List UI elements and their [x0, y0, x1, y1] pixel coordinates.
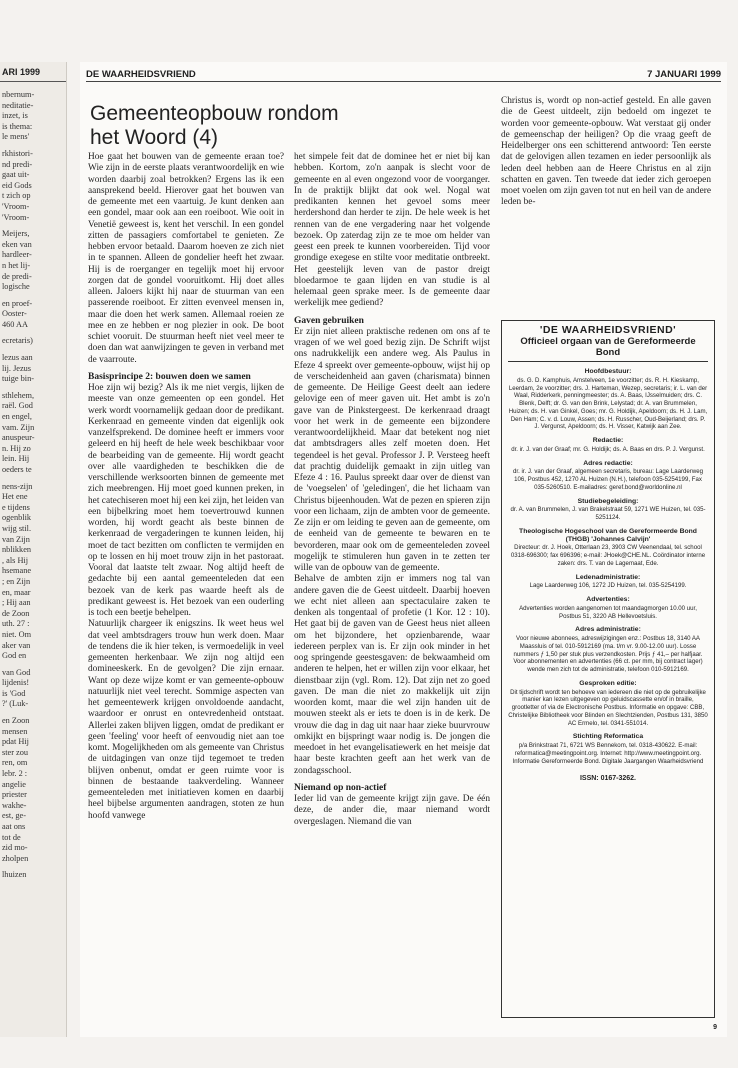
- magazine-page: [80, 62, 727, 1037]
- prev-fragment: en proef- Ooster- 460 AA: [2, 298, 33, 329]
- colophon-section-body: dr. ir. J. van der Graaf; mr. G. Holdijk; ds. A. Baas en drs. P. J. Vergunst.: [511, 445, 705, 453]
- article-column-3: [501, 96, 711, 209]
- colophon-section: [502, 528, 714, 568]
- prev-page-text: [0, 82, 66, 881]
- colophon-section: [502, 680, 714, 728]
- article-column-1: [88, 152, 284, 822]
- colophon-box: [501, 320, 715, 1018]
- paragraph: het simpele feit dat de dominee het er niet bij kan hebben. Kortom, zo'n aanpak is slecht voor de gemeente en al even ongezond voor de voorganger. In de praktijk blijkt dat ook wel. Nogal wat predikanten kennen het gevoel soms meer herdershond dan herder te zijn. De hele week is het rennen van de ene vergadering naar het volgende bezoek. Op zaterdag zijn ze te moe om helder van geest een preek te kunnen voorbereiden. Tijd voor grondige exegese en stilte voor meditatie ontbreekt. Het geestelijk leven van de pastor dreigt bloedarmoe te gaan lijden en van studie is al helemaal geen sprake meer. Is de gemeente daar werkelijk mee gediend?: [294, 152, 490, 309]
- prev-fragment: nens-zijn Het ene e tijdens ogenblik wijg stil. van Zijn nblikken , als Hij hsemane ; en Zijn en, maar ; Hij aan de Zoon uth. 27 : niet. Om aker van God en: [2, 481, 33, 661]
- previous-page-edge: [0, 62, 67, 1037]
- publication-name: DE WAARHEIDSVRIEND: [86, 69, 196, 80]
- colophon-section-body: ds. G. D. Kamphuis, Amstelveen, 1e voorzitter; ds. R. H. Kieskamp, Leerdam, 2e voorzitter; drs. J. Harteman, Wezep, secretaris; ir. L. van der Waal, Ridderkerk, penningmeester; ds. A. Baas, IJsselmuiden; drs. C. Blenk, Delft; dr. G. van den Brink, Lelystad; dr. A. van Brummelen, Huizen; ds. H. van Ginkel, Goes; mr. G. Holdijk, Apeldoorn; ds. H. J. Lam, Den Ham; C. v. d. Louw, Assen; ds. H. Russcher, Oud-Beijerland; drs. P. J. Vergunst, Apeldoorn; ds. H. Visser, Katwijk aan Zee.: [508, 376, 708, 431]
- prev-fragment: van God lijdenis! is 'God ?' (Luk-: [2, 667, 31, 709]
- issn: ISSN: 0167-3262.: [579, 775, 637, 783]
- section-heading: Gaven gebruiken: [294, 315, 364, 326]
- page-number: 9: [713, 1024, 717, 1031]
- paragraph: Ieder lid van de gemeente krijgt zijn gave. De één deze, de ander die, maar niemand wordt overgeslagen. Niemand die van: [294, 794, 490, 827]
- colophon-section-title: Adres redactie:: [583, 459, 633, 467]
- colophon-section-body: Voor nieuwe abonnees, adreswijzigingen enz.: Postbus 18, 3140 AA Maassluis of tel. 010-5912169 (ma. t/m vr. 9.00-12.00 uur). Losse nummers ƒ 1,50 per stuk plus verzendkosten. Prijs ƒ 41,– per halfjaar. Voor abonnementen en advertenties (66 ct. per mm, bij contract lager) wende men zich tot de administratie, telefoon 010-5912169.: [513, 635, 703, 673]
- colophon-section-title: Advertenties:: [586, 596, 630, 603]
- colophon-section-title: Adres administratie:: [575, 626, 641, 634]
- colophon-section: [502, 498, 714, 522]
- colophon-section: [502, 437, 714, 454]
- colophon-section-title: Studiebegeleiding:: [577, 497, 639, 505]
- prev-fragment: nbernum- neditatie- inzet, is is thema: le mens': [2, 90, 35, 142]
- running-header: [86, 67, 721, 82]
- colophon-section-body: p/a Brinkstraat 71, 6721 WS Bennekom, tel. 0318-430622. E-mail: reformatica@meetingpoint.org. Internet: http://www.meetingpoint.org. Informatie Gereformeerde Bond. Digitale Jaargangen Waarheidsvriend: [512, 742, 704, 765]
- paragraph: Christus is, wordt op non-actief gesteld. En alle gaven die de Geest uitdeelt, zijn bedoeld om ingezet te worden voor gemeente-opbouw. Wat verstaat gij onder de gemeenschap der heiligen? Op die vraag geeft de Heidelberger ons een schitterend antwoord: Ten eerste dat de gelovigen allen tezamen en ieder persoonlijk als leden deel hebben aan de Heere Christus en al zijn schatten en gaven. Ten tweede dat ieder zich geroepen moet voelen om zijn gaven tot nut en heil van de andere leden be-: [501, 96, 711, 208]
- paragraph: Hoe gaat het bouwen van de gemeente eraan toe? Wie zijn in de eerste plaats verantwoordelijk en wie worden daarbij zoal betrokken? Ergens las ik een aansprekend beeld. Hierover gaat het bouwen van de gemeente met een vaartuig. Je kunt denken aan een gondel, maar ook aan een roeiboot. Wie ooit in Venetië geweest is, kent het verschil. In een gondel zitten de passagiers comfortabel te genieten. Ze hebben ervoor betaald. Daarom hoeven ze zich niet in te spannen. Alleen de gondelier heeft het zwaar. Hij is de roerganger en tegelijk moet hij ervoor zorgen dat de gondel vooruitkomt. Hij doet alles alleen. Jaloers kijkt hij naar de stuurman van een passerende roeiboot. Er zitten evenveel mensen in, maar die doen het werk samen. Allemaal roeien ze mee en ze hebben er nog plezier in ook. De boot schiet vooruit. De stuurman heeft niet veel meer te doen dan wat aanwijzingen te geven in verband met de vaarroute.: [88, 152, 284, 365]
- colophon-section-title: Gesproken editie:: [579, 679, 637, 687]
- colophon-section-body: Lage Laarderweg 106, 1272 JD Huizen, tel. 035-5254199.: [529, 582, 687, 590]
- colophon-section-title: Stichting Reformatica: [572, 733, 644, 741]
- colophon-section-title: Hoofdbestuur:: [584, 368, 632, 375]
- paragraph: Er zijn niet alleen praktische redenen om ons af te vragen of we wel goed bezig zijn. De Schrift wijst ons nadrukkelijk een andere weg. Als Paulus in Efeze 4 spreekt over gemeente-opbouw, wijst hij op de verscheidenheid aan gaven (charismata) binnen de gemeente. De Heilige Geest deelt aan iedere gelovige een of meer gaven uit. Het ambt is zo'n gave van de Pinkstergeest. De kerkenraad draagt voor het werk in de gemeente een bijzondere verantwoordelijkheid. Maar dat betekent nog niet dat ambtsdragers alles zelf moeten doen. Het tegendeel is het geval. Professor J. P. Versteeg heeft dat prachtig duidelijk gemaakt in zijn uitleg van Efeze 4 : 16. Paulus spreekt daar over de dienst van de 'voegselen' of 'geledingen', die het lichaam van Christus bijeenhouden. Wat de pezen en spieren zijn voor een lichaam, zijn de ambten voor de gemeente. Ze zijn er om leiding te geven aan de gemeente, om de eenheid van de gemeente te bewaren en te bevorderen, maar ook om de gemeenteleden zoveel mogelijk te stimuleren hun gaven in te zetten ter wille van de opbouw van de gemeente.: [294, 326, 490, 573]
- section-heading: Niemand op non-actief: [294, 782, 387, 793]
- colophon-section-body: dr. A. van Brummelen, J. van Brakelstraat 59, 1271 WE Huizen, tel. 035-5251124.: [510, 506, 706, 521]
- colophon-section: [502, 574, 714, 591]
- colophon-section-title: Theologische Hogeschool van de Gereformeerde Bond (THGB) 'Johannes Calvijn': [519, 527, 697, 543]
- colophon-section: [502, 460, 714, 492]
- colophon-section: [502, 733, 714, 765]
- colophon-section-body: Advertenties worden aangenomen tot maandagmorgen 10.00 uur, Postbus 51, 3220 AB Hellevoetsluis.: [519, 604, 697, 620]
- paragraph: Behalve de ambten zijn er immers nog tal van andere gaven die de Geest uitdeelt. Daarbij hoeven we echt niet alleen aan spectaculaire zaken te denken als tongentaal of profetie (1 Kor. 12 : 10). Het gaat bij de gaven van de Geest heus niet alleen om het bijzondere, het opzienbarende, waar iedereen perplex van is. Er zijn ook minder in het oog springende geestesgaven: de bekwaamheid om anderen te helpen, het er willen zijn voor elkaar, het dienstbaar zijn (vgl. Rom. 12). Dat zijn net zo goed gaven. De man die niet zo makkelijk uit zijn woorden komt, maar die wel zijn handen uit de mouwen steekt als er iets te doen is in de kerk. De vrouw die dag in dag uit naar haar zieke buurvrouw omkijkt en bijspringt waar nodig is. De jongen die meedoet in het evangelisatiewerk en het meisje dat haar beste krachten geeft aan het werk van de zondagsschool.: [294, 574, 490, 776]
- issue-date: 7 JANUARI 1999: [647, 69, 721, 80]
- prev-fragment: rkhistori- nd predi- gaat uit- eid Gods t zich op 'Vroom- 'Vroom-: [2, 148, 33, 222]
- paragraph: Natuurlijk chargeer ik enigszins. Ik weet heus wel dat veel ambtsdragers trouw hun werk doen. Maar de tendens die ik hier teken, is vermoedelijk in veel gemeenten herkenbaar. We zijn nog altijd een domineeskerk. En de gevolgen? Die zijn ernaar. Want op deze wijze komt er van gemeente-opbouw natuurlijk niet veel terecht. Sommige aspecten van het gemeentewerk krijgen onvoldoende aandacht, waardoor er onrust en ontevredenheid ontstaat. Allerlei zaken blijven liggen, omdat de predikant er geen 'feeling' voor heeft of eenvoudig niet aan toe komt. Mogelijkheden om als gemeente van Christus de uitdagingen van onze tijd tegemoet te treden blijven onbenut, omdat er geen ruimte voor is binnen de bestaande taakverdeling. Wanneer gemeenteleden met initiatieven komen en daarbij heel bijbelse argumenten aandragen, stoten ze hun hoofd vanwege: [88, 619, 284, 821]
- colophon-section: [502, 596, 714, 620]
- paragraph: Hoe zijn wij bezig? Als ik me niet vergis, lijken de meeste van onze gemeenten op een gondel. Het werk wordt voornamelijk gedaan door de predikant. Kerkenraad en gemeente vinden dat eigenlijk ook vanzelfsprekend. De dominee heeft er immers voor geleerd en hij heeft de hele week beschikbaar voor de bearbeiding van de gemeente. Hij wordt geacht over alle vaardigheden te beschikken die de verschillende werksoorten binnen de gemeente met zich meebrengen. Hij moet goed kunnen preken, in het catechiseren moet hij een kei zijn, het leiden van een bijbelkring moet hem toevertrouwd kunnen worden, hij wordt geacht als beste binnen de kerkenraad de vergaderingen te kunnen leiden, hij moet de tact bezitten om conflicten te vermijden en op te lossen en hij moet trouw zijn in het pastoraat. Vooral dat laatste telt zwaar. Nog altijd heeft de gedachte bij een aantal gemeenteleden dat een bezoek van de kerk pas waarde heeft als de predikant geweest is. Het bezoek van een ouderling is toch een beetje behelpen.: [88, 383, 284, 618]
- colophon-section-body: dr. ir. J. van der Graaf, algemeen secretaris, bureau: Lage Laarderweg 106, Postbus 452, 1270 AL Huizen (N.H.), telefoon 035-5254199, Fax 035-5260510. E-mailadres: geref.bond@worldonline.nl: [512, 468, 704, 491]
- article-title: Gemeenteopbouw rondom het Woord (4): [90, 102, 339, 149]
- colophon-section-body: Directeur: dr. J. Hoek, Otterlaan 23, 3903 CW Veenendaal, tel. school 0318-696300; fax 696396; e-mail: JHoek@CHE.NL. Coördinator interne zaken: drs. T. van de Lagemaat, Ede.: [510, 544, 706, 567]
- prev-fragment: lezus aan lij. Jezus tuige bin-: [2, 353, 35, 384]
- colophon-section: [502, 626, 714, 674]
- prev-fragment: Meijers, eken van hardleer- n het lij- de predi- logische: [2, 229, 32, 292]
- colophon-divider: [508, 361, 708, 362]
- article-column-2: [294, 152, 490, 828]
- colophon-title: 'DE WAARHEIDSVRIEND': [539, 324, 677, 336]
- colophon-section: [502, 368, 714, 431]
- colophon-section-body: Dit tijdschrift wordt ten behoeve van iedereen die niet op de gebruikelijke manier kan lezen uitgegeven op geluidscassette en/of in braille, grootletter of via de Electronische Postbus. Informatie en opgave: CBB, Christelijke Bibliotheek voor Blinden en Slechtzienden, Postbus 131, 3850 AC Ermelo, tel. 0341-551014.: [508, 688, 708, 727]
- colophon-section-title: Redactie:: [592, 437, 624, 444]
- prev-fragment: en Zoon mensen pdat Hij ster zou ren, om lebr. 2 : angelie priester wakhe- est, ge- aat ons tot de zid mo- zholpen: [2, 716, 30, 863]
- prev-fragment: sthlehem, raël. God en engel, vam. Zijn anuspeur- n. Hij zo lein. Hij oeders te: [2, 390, 35, 474]
- prev-page-header: ARI 1999: [0, 62, 66, 82]
- prev-fragment: ecretaris): [2, 336, 33, 346]
- prev-fragment: lhuizen: [2, 870, 27, 880]
- section-heading: Basisprincipe 2: bouwen doen we samen: [88, 371, 251, 382]
- colophon-section-title: Ledenadministratie:: [575, 573, 641, 581]
- colophon-subtitle: Officieel orgaan van de Gereformeerde Bond: [520, 336, 696, 358]
